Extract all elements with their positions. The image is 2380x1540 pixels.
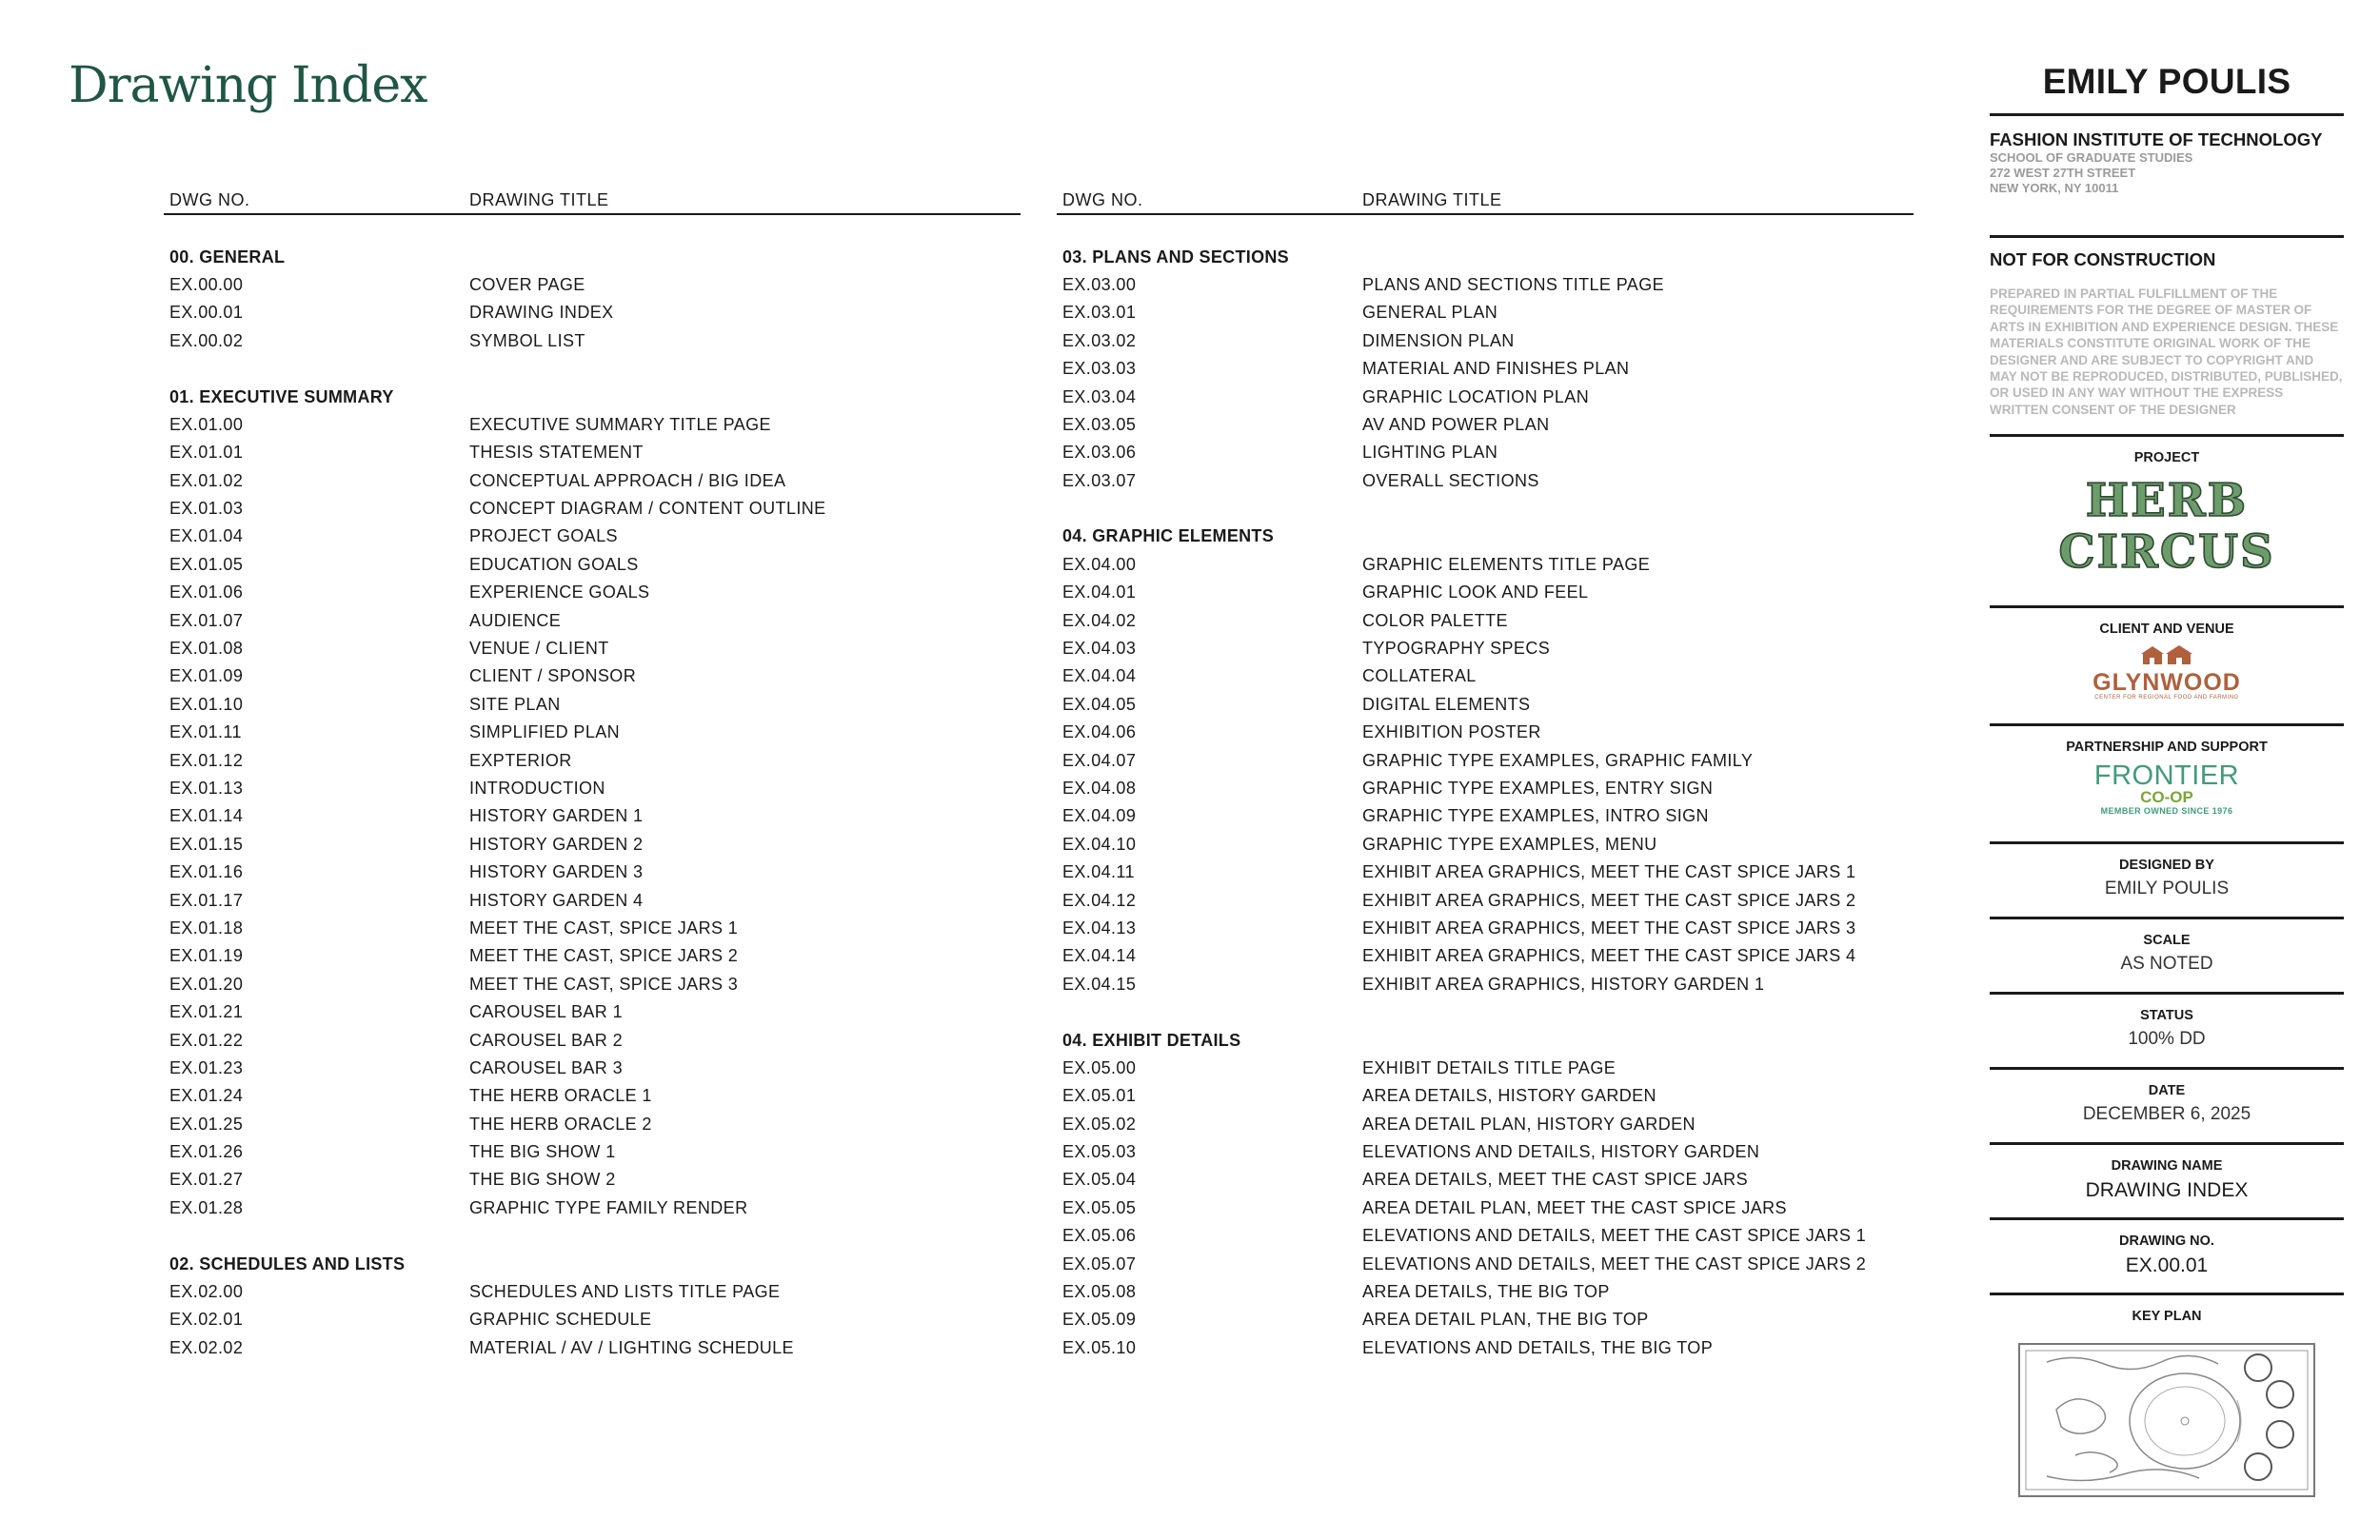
status-value: 100% DD — [2128, 1029, 2206, 1049]
school-info — [1990, 116, 2344, 238]
drawing-title: GRAPHIC TYPE EXAMPLES, ENTRY SIGN — [1362, 779, 1714, 798]
drawing-title: CONCEPT DIAGRAM / CONTENT OUTLINE — [469, 499, 826, 519]
row-spacer — [1057, 495, 1914, 523]
table-row — [164, 439, 1021, 466]
table-row — [164, 411, 1021, 439]
drawing-title: GRAPHIC TYPE FAMILY RENDER — [469, 1197, 748, 1217]
drawing-title: ELEVATIONS AND DETAILS, MEET THE CAST SPICE JARS 2 — [1362, 1254, 1867, 1273]
scale-value: AS NOTED — [2120, 954, 2213, 974]
key-plan-label: KEY PLAN — [2132, 1309, 2202, 1324]
dwg-no: EX.02.00 — [169, 1282, 244, 1302]
address-line-1: 272 WEST 27TH STREET — [1990, 166, 2136, 180]
dwg-no: EX.04.04 — [1062, 666, 1137, 686]
dwg-no: EX.04.10 — [1062, 834, 1137, 854]
drawing-title: MEET THE CAST, SPICE JARS 3 — [469, 974, 739, 994]
dwg-no: EX.01.07 — [169, 610, 244, 630]
table-row — [164, 551, 1021, 579]
designed-by-label: DESIGNED BY — [2119, 858, 2214, 873]
dwg-no: EX.01.11 — [169, 722, 242, 742]
drawing-title: INTRODUCTION — [469, 779, 605, 798]
herb-circus-logo: HERB CIRCUS — [2058, 474, 2275, 579]
table-row — [1057, 355, 1914, 383]
dwg-no: EX.04.15 — [1062, 974, 1137, 994]
dwg-no: EX.02.01 — [169, 1310, 244, 1330]
table-row — [164, 662, 1021, 690]
table-row — [1057, 635, 1914, 662]
table-row — [164, 886, 1021, 914]
dwg-no: EX.00.02 — [169, 330, 244, 350]
drawing-title: DIMENSION PLAN — [1362, 330, 1515, 350]
section-title: 01. EXECUTIVE SUMMARY — [169, 386, 394, 406]
drawing-title: GRAPHIC TYPE EXAMPLES, GRAPHIC FAMILY — [1362, 750, 1754, 770]
drawing-title: DRAWING INDEX — [469, 303, 614, 323]
table-row — [164, 635, 1021, 662]
drawing-title: HISTORY GARDEN 1 — [469, 806, 644, 826]
key-plan-cell — [1990, 1295, 2344, 1495]
table-row — [164, 299, 1021, 326]
dwg-no: EX.04.06 — [1062, 722, 1137, 742]
date-value: DECEMBER 6, 2025 — [2082, 1104, 2251, 1124]
drawing-title: HISTORY GARDEN 2 — [469, 834, 644, 854]
not-for-construction-notice — [1990, 238, 2344, 437]
drawing-title: EXHIBIT AREA GRAPHICS, MEET THE CAST SPICE JARS 3 — [1362, 918, 1856, 938]
table-row — [1057, 1306, 1914, 1333]
drawing-name-value: DRAWING INDEX — [2085, 1179, 2249, 1201]
drawing-title: GRAPHIC LOOK AND FEEL — [1362, 582, 1589, 602]
drawing-title: CAROUSEL BAR 3 — [469, 1057, 623, 1077]
dwg-no: EX.04.05 — [1062, 694, 1137, 714]
drawing-title: SIMPLIFIED PLAN — [469, 722, 621, 742]
dwg-no: EX.00.00 — [169, 274, 244, 294]
table-row — [1057, 662, 1914, 690]
dwg-no: EX.04.02 — [1062, 610, 1137, 630]
table-row — [1057, 1138, 1914, 1166]
table-row — [164, 831, 1021, 859]
status-cell — [1990, 995, 2344, 1070]
drawing-title: CAROUSEL BAR 1 — [469, 1002, 623, 1022]
table-row — [1057, 1111, 1914, 1138]
dwg-no: EX.01.26 — [169, 1142, 244, 1162]
drawing-title: THE HERB ORACLE 1 — [469, 1086, 652, 1106]
table-row — [1057, 271, 1914, 299]
row-spacer — [164, 215, 1021, 243]
dwg-no: EX.05.09 — [1062, 1310, 1137, 1330]
drawing-title: OVERALL SECTIONS — [1362, 470, 1539, 490]
dwg-no: EX.05.00 — [1062, 1057, 1137, 1077]
table-row — [164, 606, 1021, 634]
drawing-title: AREA DETAILS, HISTORY GARDEN — [1362, 1086, 1656, 1106]
table-row — [164, 998, 1021, 1026]
dwg-no: EX.05.05 — [1062, 1197, 1137, 1217]
table-row — [164, 467, 1021, 495]
drawing-title: ELEVATIONS AND DETAILS, THE BIG TOP — [1362, 1337, 1714, 1357]
dwg-no: EX.01.24 — [169, 1086, 244, 1106]
dwg-no: EX.03.07 — [1062, 470, 1137, 490]
dwg-no: EX.01.13 — [169, 779, 244, 798]
drawing-title: ELEVATIONS AND DETAILS, HISTORY GARDEN — [1362, 1142, 1760, 1162]
dwg-no: EX.03.01 — [1062, 303, 1137, 323]
drawing-title: EXHIBIT DETAILS TITLE PAGE — [1362, 1057, 1616, 1077]
dwg-no: EX.01.19 — [169, 946, 244, 966]
dwg-no: EX.03.03 — [1062, 359, 1137, 379]
drawing-title: THE HERB ORACLE 2 — [469, 1114, 652, 1134]
frontier-coop-logo: FRONTIER CO-OP MEMBER OWNED SINCE 1976 — [2093, 760, 2240, 816]
table-row — [164, 1138, 1021, 1166]
dwg-no: EX.05.03 — [1062, 1142, 1137, 1162]
drawing-title: ELEVATIONS AND DETAILS, MEET THE CAST SPICE JARS 1 — [1362, 1226, 1867, 1246]
column-header — [164, 187, 1021, 215]
row-spacer — [1057, 998, 1914, 1026]
table-row — [164, 775, 1021, 802]
dwg-no: EX.04.07 — [1062, 750, 1137, 770]
section-title: 03. PLANS AND SECTIONS — [1062, 247, 1289, 267]
drawing-title: EXPTERIOR — [469, 750, 572, 770]
table-row — [164, 746, 1021, 774]
dwg-no: EX.00.01 — [169, 303, 244, 323]
dwg-no: EX.04.08 — [1062, 779, 1137, 798]
drawing-title: MATERIAL AND FINISHES PLAN — [1362, 359, 1630, 379]
nfc-title: NOT FOR CONSTRUCTION — [1990, 249, 2216, 269]
table-row — [164, 691, 1021, 719]
row-spacer — [164, 355, 1021, 383]
dwg-no: EX.05.07 — [1062, 1254, 1137, 1273]
table-row — [164, 1111, 1021, 1138]
index-column-left — [164, 187, 1021, 1362]
drawing-title: EXECUTIVE SUMMARY TITLE PAGE — [469, 414, 771, 434]
table-row — [164, 1334, 1021, 1362]
section-title: 00. GENERAL — [169, 247, 286, 267]
drawing-title: DIGITAL ELEMENTS — [1362, 694, 1531, 714]
table-row — [1057, 1250, 1914, 1277]
dwg-no: EX.01.21 — [169, 1002, 244, 1022]
row-spacer — [164, 1222, 1021, 1250]
dwg-no: EX.04.01 — [1062, 582, 1137, 602]
drawing-no-value: EX.00.01 — [2125, 1254, 2209, 1276]
table-row — [1057, 691, 1914, 719]
table-row — [164, 1194, 1021, 1222]
drawing-title: HISTORY GARDEN 4 — [469, 890, 644, 910]
drawing-title: THE BIG SHOW 1 — [469, 1142, 616, 1162]
drawing-title: EXHIBIT AREA GRAPHICS, MEET THE CAST SPICE JARS 2 — [1362, 890, 1856, 910]
drawing-title: AREA DETAIL PLAN, THE BIG TOP — [1362, 1310, 1649, 1330]
drawing-title: SCHEDULES AND LISTS TITLE PAGE — [469, 1282, 781, 1302]
dwg-no: EX.01.17 — [169, 890, 244, 910]
header-drawing-title: DRAWING TITLE — [1362, 190, 1502, 209]
table-row — [1057, 1222, 1914, 1250]
drawing-title: TYPOGRAPHY SPECS — [1362, 639, 1551, 659]
partner-cell — [1990, 726, 2344, 844]
table-row — [164, 327, 1021, 355]
scale-cell — [1990, 919, 2344, 995]
title-block — [1990, 53, 2344, 1495]
dwg-no: EX.01.01 — [169, 443, 244, 463]
table-row — [1057, 831, 1914, 859]
drawing-title: SITE PLAN — [469, 694, 561, 714]
dwg-no: EX.04.00 — [1062, 554, 1137, 574]
dwg-no: EX.01.02 — [169, 470, 244, 490]
table-row — [164, 1166, 1021, 1194]
table-row — [1057, 859, 1914, 886]
drawing-title: GRAPHIC ELEMENTS TITLE PAGE — [1362, 554, 1651, 574]
drawing-title: THESIS STATEMENT — [469, 443, 644, 463]
section-heading — [164, 243, 1021, 270]
barn-icon — [2137, 644, 2196, 665]
table-row — [164, 271, 1021, 299]
table-row — [164, 1082, 1021, 1110]
index-column-right — [1057, 187, 1914, 1362]
dwg-no: EX.04.09 — [1062, 806, 1137, 826]
dwg-no: EX.01.04 — [169, 526, 244, 546]
dwg-no: EX.05.01 — [1062, 1086, 1137, 1106]
table-row — [164, 942, 1021, 970]
dwg-no: EX.05.04 — [1062, 1170, 1137, 1190]
drawing-title: EDUCATION GOALS — [469, 554, 639, 574]
section-heading — [1057, 523, 1914, 550]
dwg-no: EX.04.12 — [1062, 890, 1137, 910]
drawing-title: MEET THE CAST, SPICE JARS 2 — [469, 946, 739, 966]
scale-label: SCALE — [2143, 933, 2191, 948]
table-row — [1057, 411, 1914, 439]
drawing-title: COLLATERAL — [1362, 666, 1477, 686]
designed-by-value: EMILY POULIS — [2104, 879, 2230, 898]
drawing-title: EXHIBIT AREA GRAPHICS, MEET THE CAST SPICE JARS 4 — [1362, 946, 1856, 966]
table-row — [164, 579, 1021, 606]
table-row — [164, 859, 1021, 886]
dwg-no: EX.04.14 — [1062, 946, 1137, 966]
drawing-title: LIGHTING PLAN — [1362, 443, 1498, 463]
dwg-no: EX.01.18 — [169, 918, 244, 938]
drawing-title: MEET THE CAST, SPICE JARS 1 — [469, 918, 739, 938]
drawing-name-label: DRAWING NAME — [2111, 1158, 2223, 1174]
drawing-title: AREA DETAILS, THE BIG TOP — [1362, 1282, 1610, 1302]
table-row — [164, 523, 1021, 550]
dwg-no: EX.01.06 — [169, 582, 244, 602]
table-row — [164, 495, 1021, 523]
table-row — [164, 971, 1021, 998]
table-row — [1057, 802, 1914, 830]
address-line-2: NEW YORK, NY 10011 — [1990, 181, 2119, 195]
dwg-no: EX.01.03 — [169, 499, 244, 519]
table-row — [1057, 1194, 1914, 1222]
drawing-title: AREA DETAILS, MEET THE CAST SPICE JARS — [1362, 1170, 1748, 1190]
dwg-no: EX.03.00 — [1062, 274, 1137, 294]
table-row — [1057, 886, 1914, 914]
column-header — [1057, 187, 1914, 215]
drawing-title: GRAPHIC SCHEDULE — [469, 1310, 652, 1330]
date-cell — [1990, 1070, 2344, 1145]
dwg-no: EX.01.25 — [169, 1114, 244, 1134]
table-row — [1057, 439, 1914, 466]
drawing-no-cell — [1990, 1220, 2344, 1295]
drawing-title: PROJECT GOALS — [469, 526, 618, 546]
table-row — [164, 1026, 1021, 1054]
dwg-no: EX.05.02 — [1062, 1114, 1137, 1134]
designed-by-cell — [1990, 844, 2344, 919]
dwg-no: EX.01.22 — [169, 1030, 244, 1050]
table-row — [1057, 299, 1914, 326]
table-row — [1057, 1334, 1914, 1362]
table-row — [164, 802, 1021, 830]
table-row — [1057, 467, 1914, 495]
drawing-title: SYMBOL LIST — [469, 330, 585, 350]
drawing-title: VENUE / CLIENT — [469, 639, 609, 659]
section-title: 02. SCHEDULES AND LISTS — [169, 1254, 406, 1273]
row-spacer — [1057, 215, 1914, 243]
table-row — [1057, 579, 1914, 606]
header-dwg-no: DWG NO. — [169, 190, 250, 209]
table-row — [164, 719, 1021, 746]
table-row — [1057, 551, 1914, 579]
dwg-no: EX.04.11 — [1062, 862, 1135, 882]
drawing-title: AUDIENCE — [469, 610, 562, 630]
school-name: SCHOOL OF GRADUATE STUDIES — [1990, 150, 2193, 165]
drawing-title: THE BIG SHOW 2 — [469, 1170, 616, 1190]
drawing-title: EXHIBIT AREA GRAPHICS, HISTORY GARDEN 1 — [1362, 974, 1765, 994]
section-heading — [1057, 1026, 1914, 1054]
dwg-no: EX.01.23 — [169, 1057, 244, 1077]
project-label: PROJECT — [2133, 450, 2200, 465]
drawing-title: EXHIBIT AREA GRAPHICS, MEET THE CAST SPICE JARS 1 — [1362, 862, 1856, 882]
table-row — [1057, 1278, 1914, 1306]
drawing-title: GRAPHIC TYPE EXAMPLES, INTRO SIGN — [1362, 806, 1709, 826]
table-row — [1057, 775, 1914, 802]
dwg-no: EX.03.02 — [1062, 330, 1137, 350]
table-row — [1057, 327, 1914, 355]
dwg-no: EX.01.28 — [169, 1197, 244, 1217]
table-row — [1057, 1055, 1914, 1082]
drawing-title: MATERIAL / AV / LIGHTING SCHEDULE — [469, 1337, 794, 1357]
drawing-no-label: DRAWING NO. — [2119, 1234, 2214, 1249]
section-title: 04. EXHIBIT DETAILS — [1062, 1030, 1241, 1050]
index-rows — [164, 215, 1021, 1362]
drawing-title: HISTORY GARDEN 3 — [469, 862, 644, 882]
drawing-title: EXHIBITION POSTER — [1362, 722, 1541, 742]
dwg-no: EX.03.06 — [1062, 443, 1137, 463]
client-label: CLIENT AND VENUE — [2099, 622, 2234, 637]
drawing-title: CONCEPTUAL APPROACH / BIG IDEA — [469, 470, 786, 490]
glynwood-logo: GLYNWOOD CENTER FOR REGIONAL FOOD AND FARMING — [1990, 644, 2344, 701]
drawing-title: COVER PAGE — [469, 274, 585, 294]
dwg-no: EX.02.02 — [169, 1337, 244, 1357]
dwg-no: EX.05.08 — [1062, 1282, 1137, 1302]
section-heading — [1057, 243, 1914, 270]
nfc-text: PREPARED IN PARTIAL FULFILLMENT OF THE REQUIREMENTS FOR THE DEGREE OF MASTER OF ARTS IN EXHIBITION AND EXPERIENCE DESIGN. THESE MATERIALS CONSTITUTE ORIGINAL WORK OF THE DESIGNER AND ARE SUBJECT TO COPYRIGHT AND MAY NOT BE REPRODUCED, DISTRIBUTED, PUBLISHED, OR USED IN ANY WAY WITHOUT THE EXPRESS WRITTEN CONSENT OF THE DESIGNER — [1990, 286, 2343, 417]
section-title: 04. GRAPHIC ELEMENTS — [1062, 526, 1275, 546]
drawing-title: AV AND POWER PLAN — [1362, 414, 1550, 434]
page-title: Drawing Index — [69, 57, 427, 114]
index-rows — [1057, 215, 1914, 1362]
table-row — [1057, 383, 1914, 410]
drawing-title: GENERAL PLAN — [1362, 303, 1498, 323]
dwg-no: EX.04.13 — [1062, 918, 1137, 938]
table-row — [164, 915, 1021, 942]
drawing-title: PLANS AND SECTIONS TITLE PAGE — [1362, 274, 1665, 294]
drawing-title: GRAPHIC LOCATION PLAN — [1362, 386, 1590, 406]
table-row — [1057, 606, 1914, 634]
dwg-no: EX.01.14 — [169, 806, 244, 826]
table-row — [1057, 971, 1914, 998]
dwg-no: EX.01.00 — [169, 414, 244, 434]
table-row — [164, 1306, 1021, 1333]
dwg-no: EX.01.05 — [169, 554, 244, 574]
table-row — [1057, 746, 1914, 774]
drawing-title: CAROUSEL BAR 2 — [469, 1030, 623, 1050]
partner-label: PARTNERSHIP AND SUPPORT — [2066, 740, 2268, 755]
drawing-title: AREA DETAIL PLAN, HISTORY GARDEN — [1362, 1114, 1696, 1134]
dwg-no: EX.03.04 — [1062, 386, 1137, 406]
drawing-title: GRAPHIC TYPE EXAMPLES, MENU — [1362, 834, 1657, 854]
section-heading — [164, 1250, 1021, 1277]
dwg-no: EX.01.27 — [169, 1170, 244, 1190]
status-label: STATUS — [2140, 1008, 2193, 1023]
drawing-title: CLIENT / SPONSOR — [469, 666, 637, 686]
drawing-title: COLOR PALETTE — [1362, 610, 1508, 630]
dwg-no: EX.01.16 — [169, 862, 244, 882]
drawing-title: EXPERIENCE GOALS — [469, 582, 650, 602]
drawing-title: AREA DETAIL PLAN, MEET THE CAST SPICE JARS — [1362, 1197, 1787, 1217]
dwg-no: EX.01.08 — [169, 639, 244, 659]
institution-name: FASHION INSTITUTE OF TECHNOLOGY — [1990, 129, 2323, 149]
designer-name: EMILY POULIS — [1990, 53, 2344, 116]
dwg-no: EX.01.12 — [169, 750, 244, 770]
key-plan-drawing — [2018, 1343, 2315, 1497]
dwg-no: EX.03.05 — [1062, 414, 1137, 434]
table-row — [164, 1055, 1021, 1082]
dwg-no: EX.04.03 — [1062, 639, 1137, 659]
dwg-no: EX.05.06 — [1062, 1226, 1137, 1246]
table-row — [1057, 1166, 1914, 1194]
table-row — [1057, 1082, 1914, 1110]
header-dwg-no: DWG NO. — [1062, 190, 1143, 209]
table-row — [164, 1278, 1021, 1306]
date-label: DATE — [2148, 1083, 2186, 1098]
header-drawing-title: DRAWING TITLE — [469, 190, 609, 209]
table-row — [1057, 719, 1914, 746]
dwg-no: EX.01.10 — [169, 694, 244, 714]
dwg-no: EX.01.20 — [169, 974, 244, 994]
dwg-no: EX.01.15 — [169, 834, 244, 854]
section-heading — [164, 383, 1021, 410]
dwg-no: EX.01.09 — [169, 666, 244, 686]
drawing-name-cell — [1990, 1145, 2344, 1220]
table-row — [1057, 915, 1914, 942]
dwg-no: EX.05.10 — [1062, 1337, 1137, 1357]
table-row — [1057, 942, 1914, 970]
client-cell — [1990, 608, 2344, 726]
project-cell — [1990, 437, 2344, 608]
